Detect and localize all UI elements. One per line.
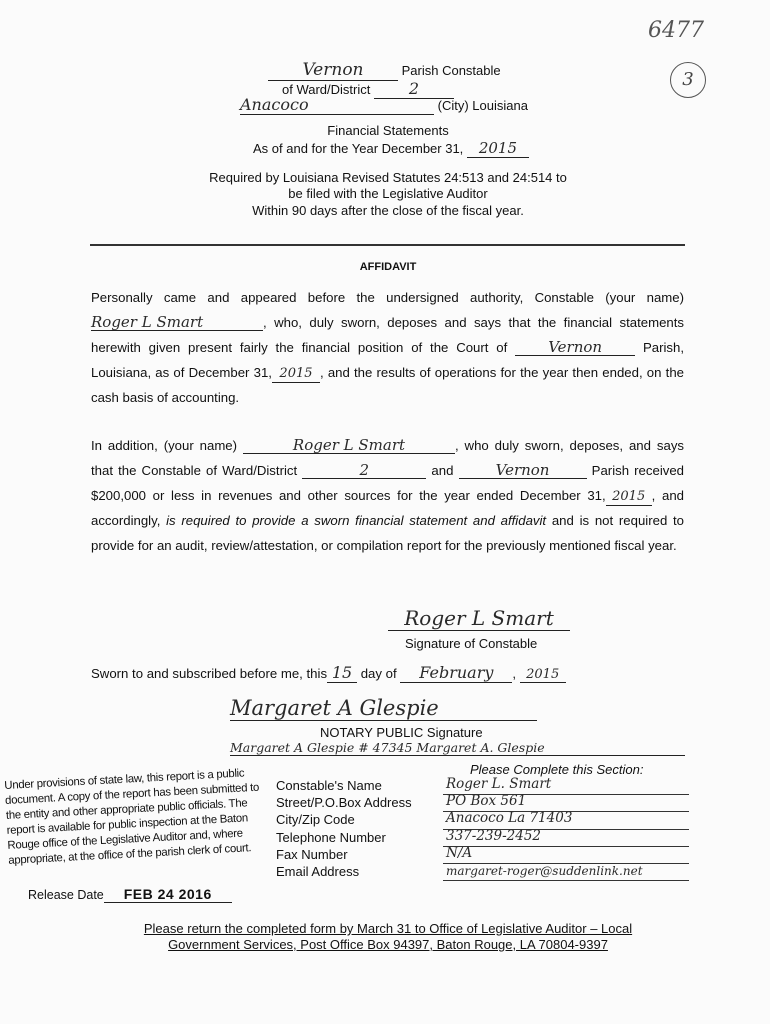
p2-italic-text: is required to provide a sworn financial statement and affidavit [166, 513, 547, 528]
p1-text-a: Personally came and appeared before the undersigned authority, Constable (your name) [91, 290, 684, 305]
contact-label-fax: Fax Number [276, 847, 348, 862]
city-value: Anacoco [240, 95, 434, 115]
notary-label: NOTARY PUBLIC Signature [320, 725, 483, 740]
contact-label-phone: Telephone Number [276, 830, 386, 845]
p2-year-value: 2015 [606, 489, 652, 506]
contact-label-email: Email Address [276, 864, 360, 879]
p2-parish-value: Vernon [459, 462, 587, 479]
circled-page-number: 3 [670, 62, 706, 98]
p1-text-d: , and the results of operations for the year then ended, on the cash basis of accounting. [91, 365, 684, 405]
p2-ward-value: 2 [302, 462, 426, 479]
contact-heading: Please Complete this Section: [470, 762, 644, 777]
required-line-2: be filed with the Legislative Auditor [288, 186, 488, 201]
public-document-note: Under provisions of state law, this report is a public document. A copy of the report has been submitted to the entity and other appropriate public officials. The report is available for public inspection at the Baton Rouge office of the Legislative Auditor and, where appropriate, at the office of the parish clerk of court. [4, 767, 260, 867]
fs-year-prefix: As of and for the Year December 31, [253, 141, 464, 156]
sworn-month: February [400, 663, 512, 683]
constable-signature: Roger L Smart [388, 606, 570, 631]
contact-value-city: Anacoco La 71403 [446, 810, 573, 826]
p1-court-value: Vernon [515, 339, 635, 356]
p2-text-a: In addition, (your name) [91, 438, 238, 453]
contact-value-fax: N/A [446, 845, 473, 861]
contact-label-name: Constable's Name [276, 778, 382, 793]
divider-rule [90, 244, 685, 246]
sworn-text-c: , [512, 666, 516, 681]
footer-line-2: Government Services, Post Office Box 94397, Baton Rouge, LA 70804-9397 [168, 937, 608, 952]
sworn-line [91, 663, 566, 683]
corner-number: 6477 [648, 18, 704, 43]
release-date-value: FEB 24 2016 [104, 886, 232, 903]
ward-label: of Ward/District [282, 82, 371, 97]
p2-name-value: Roger L Smart [243, 437, 455, 454]
p1-text-b: , who, duly sworn, deposes and says that the financial statements herewith given present fairly the financial position of the Court of [91, 315, 684, 355]
sworn-text-a: Sworn to and subscribed before me, this [91, 666, 328, 681]
notary-printed-name: Margaret A Glespie # 47345 Margaret A. Glespie [230, 740, 685, 756]
fs-year-line [253, 139, 529, 158]
required-line-1: Required by Louisiana Revised Statutes 24:513 and 24:514 to [209, 170, 567, 185]
p1-text-c: Parish, Louisiana, as of December 31, [91, 340, 685, 380]
header-line-city [240, 95, 528, 115]
p2-text-b: , who duly sworn, deposes, and says that the Constable of Ward/District [91, 438, 685, 478]
parish-label: Parish Constable [401, 63, 501, 78]
sworn-year: 2015 [520, 667, 566, 683]
sworn-day: 15 [327, 663, 357, 683]
p1-name-value: Roger L Smart [91, 314, 263, 331]
ward-value: 2 [374, 79, 454, 99]
p2-text-c: and [431, 463, 454, 478]
p1-year-value: 2015 [272, 366, 320, 383]
required-line-3: Within 90 days after the close of the fiscal year. [252, 203, 524, 218]
p2-text-f: and is not required to provide for an audit, review/attestation, or compilation report for the previously mentioned fiscal year. [91, 513, 684, 553]
release-date-line [28, 886, 232, 903]
contact-value-email: margaret-roger@suddenlink.net [446, 864, 643, 878]
header-line-parish [268, 60, 501, 81]
notary-signature: Margaret A Glespie [230, 696, 537, 721]
fs-year-value: 2015 [467, 139, 529, 158]
contact-label-city: City/Zip Code [276, 812, 355, 827]
affidavit-paragraph-1 [91, 285, 684, 410]
contact-label-address: Street/P.O.Box Address [276, 795, 412, 810]
affidavit-paragraph-2 [91, 433, 684, 558]
contact-line-email [443, 880, 689, 881]
sworn-text-b: day of [360, 666, 397, 681]
footer-line-1: Please return the completed form by March 31 to Office of Legislative Auditor – Local [143, 921, 633, 936]
contact-value-name: Roger L. Smart [446, 776, 552, 792]
city-label: (City) Louisiana [437, 98, 528, 113]
p2-text-d: Parish received $200,000 or less in revenues and other sources for the year ended December 31, [91, 463, 685, 503]
constable-signature-label: Signature of Constable [405, 636, 538, 651]
contact-value-address: PO Box 561 [446, 793, 527, 809]
affidavit-heading: AFFIDAVIT [359, 261, 417, 273]
p2-text-e: , and accordingly, [91, 488, 684, 528]
contact-value-phone: 337-239-2452 [446, 828, 542, 844]
contact-line-phone [443, 846, 689, 847]
fs-title: Financial Statements [327, 123, 449, 138]
parish-value: Vernon [268, 60, 398, 81]
release-date-label: Release Date [28, 888, 104, 902]
